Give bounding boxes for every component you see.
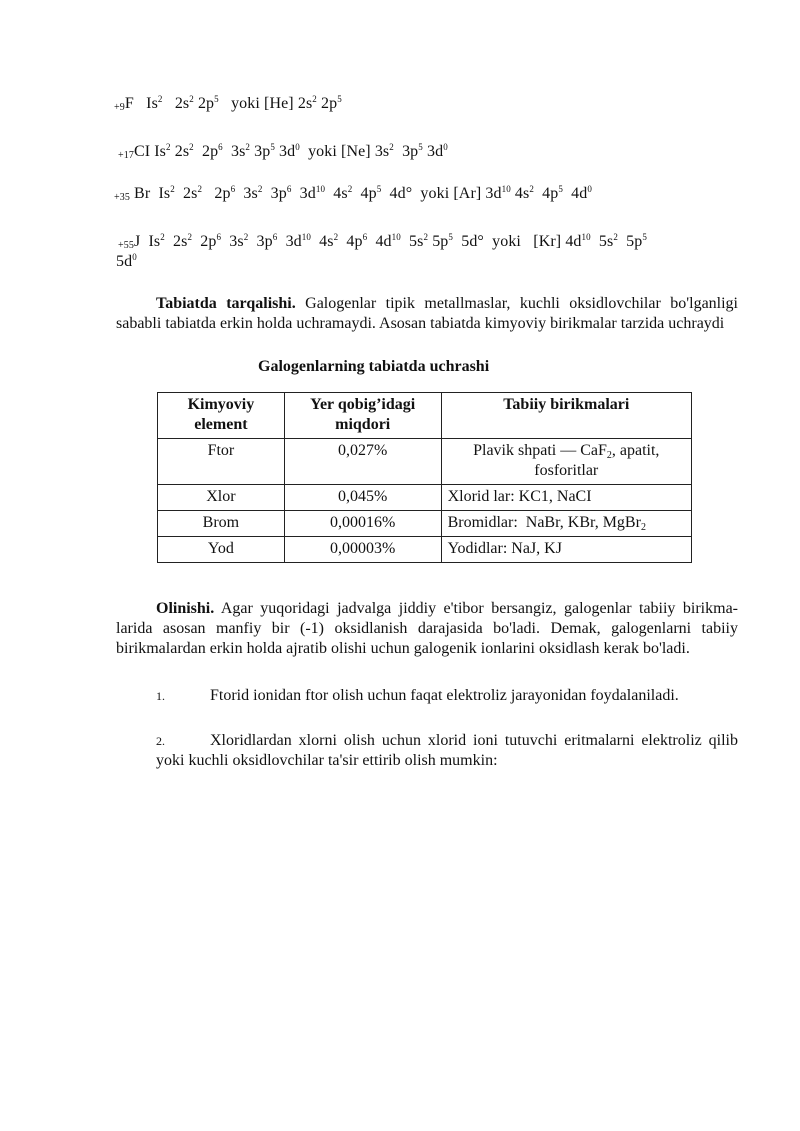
cell-compounds: Xlorid lar: KC1, NaCI [441,485,691,511]
table-row [158,485,692,511]
list-item [156,731,738,771]
config-formula: J Is$^2$ $2s^2$ $2p^6$ $3s^2$ $3p^6$ $3d^{10}$ $4s^2$ $4p^6$ $4d^{10}$ $5s^2$ $5p^5$ 5d° yoki [Kr] $4d^{10}$ $5s^2$ $5p^5$ [133,232,647,250]
list-item [156,686,738,706]
charge-prefix: +35 [114,192,130,203]
charge-prefix: +9 [114,102,125,113]
config-iodine-continued [116,253,137,271]
paragraph-heading: Tabiatda tarqalishi. [156,295,296,312]
table-title: Galogenlarning tabiatda uchrashi [258,358,490,375]
table-row [158,537,692,563]
config-bromine [114,185,592,203]
config-iodine [118,233,647,251]
cell-compounds: Yodidlar: NaJ, KJ [441,537,691,563]
header-amount: Yer qobig’idagi miqdori [284,393,441,439]
config-formula: F Is$^2$ $2s^2$ $2p^5$ yoki [He] $2s^2$ $2p^5$ [124,94,342,112]
cell-compounds: Plavik shpati — CaF$_2$, apatit, fosforitlar [441,439,691,485]
charge-prefix: +55 [118,240,134,251]
header-compounds: Tabiiy birikmalari [441,393,691,439]
paragraph-text: Agar yuqoridagi jadvalga jiddiy e'tibor bersangiz, galogenlar tabiiy birikma- larida asosan manfiy bir (-1) oksidlanish darajasida bo'ladi. Demak, galogenlarni tabiiy birikmalardan erkin holda ajratib olishi uchun galogenik ionlarini oksidlash kerak bo'ladi. [116,600,738,657]
charge-prefix: +17 [118,150,134,161]
list-number: 2. [156,734,165,748]
config-formula-continued: $5d^0$ [116,252,137,270]
config-formula: CI Is$^2$ $2s^2$ $2p^6$ $3s^2$ $3p^5$ $3d^0$ yoki [Ne] $3s^2$ $3p^5$ $3d^0$ [133,142,448,160]
cell-element: Brom [158,511,285,537]
cell-amount: 0,00016% [284,511,441,537]
cell-amount: 0,027% [284,439,441,485]
table-row [158,511,692,537]
header-element: Kimyoviy element [158,393,285,439]
list-text: Ftorid ionidan ftor olish uchun faqat elektroliz jarayonidan foydalaniladi. [210,687,679,704]
table-row [158,439,692,485]
config-formula: Br Is$^2$ $2s^2$ $2p^6$ $3s^2$ $3p^6$ $3d^{10}$ $4s^2$ $4p^5$ 4d° yoki [Ar] $3d^{10}$ $4s^2$ $4p^5$ $4d^0$ [129,184,592,202]
cell-element: Ftor [158,439,285,485]
config-chlorine [118,143,448,161]
list-text: Xloridlardan xlorni olish uchun xlorid ioni tutuvchi eritmalarni elektroliz qilib yoki kuchli oksidlovchilar ta'sir ettirib olish mumkin: [156,732,738,769]
config-fluorine [114,95,342,113]
cell-element: Yod [158,537,285,563]
list-number: 1. [156,689,165,703]
cell-compounds: Bromidlar: NaBr, KBr, MgBr$_2$ [441,511,691,537]
cell-amount: 0,045% [284,485,441,511]
occurrence-table [157,392,692,563]
paragraph-occurrence [116,294,738,334]
paragraph-preparation [116,599,738,659]
cell-amount: 0,00003% [284,537,441,563]
table-header-row [158,393,692,439]
paragraph-text: Galogenlar tipik metallmaslar, kuchli oksidlovchilar bo'lganligi sababli tabiatda erkin holda uchramaydi. Asosan tabiatda kimyoviy birikmalar tarzida uchraydi [116,295,739,332]
paragraph-heading: Olinishi. [156,600,215,617]
cell-element: Xlor [158,485,285,511]
